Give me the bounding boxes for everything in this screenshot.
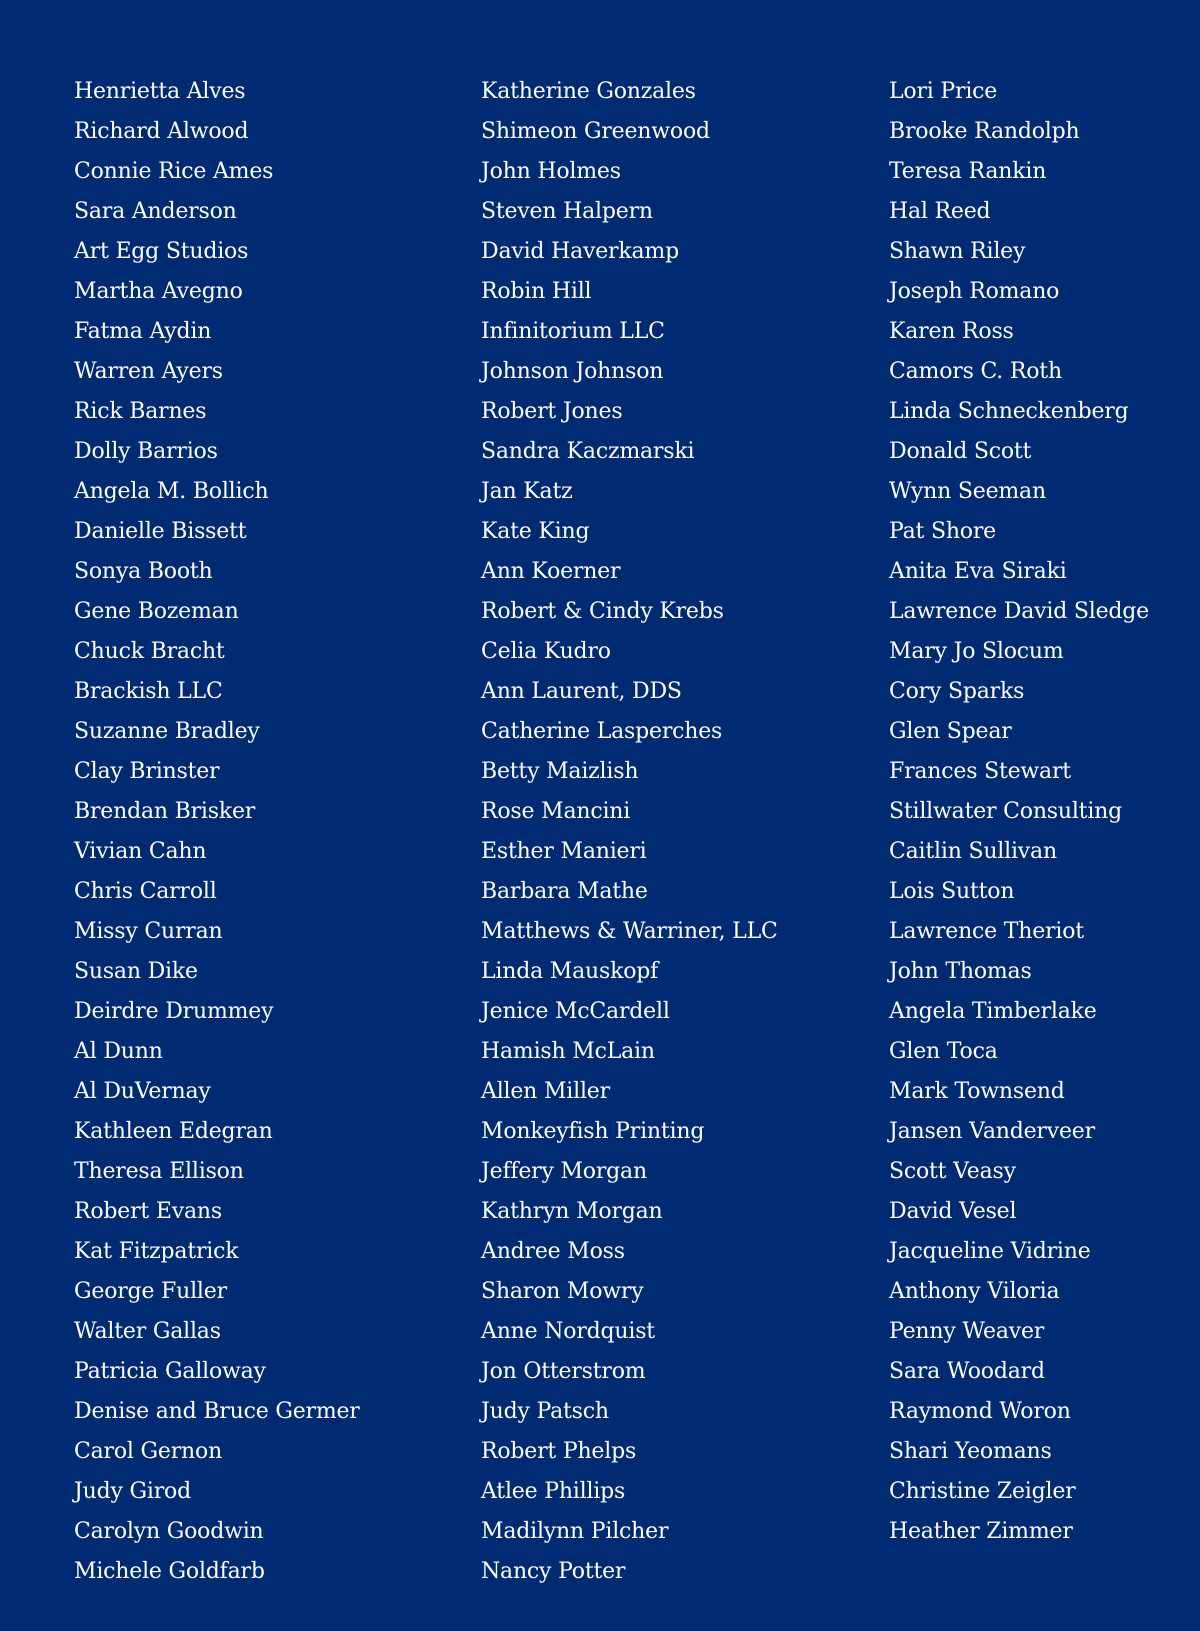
name-list-item: Robert Phelps — [481, 1439, 637, 1464]
name-list-item: Kat Fitzpatrick — [74, 1239, 239, 1264]
name-list-item: Ann Laurent, DDS — [481, 679, 682, 704]
name-list-item: Allen Miller — [481, 1079, 610, 1104]
name-list-item: Katherine Gonzales — [481, 79, 696, 104]
name-list-item: John Holmes — [481, 159, 621, 184]
name-list-item: Suzanne Bradley — [74, 719, 260, 744]
name-list-item: Angela M. Bollich — [74, 479, 269, 504]
name-list-item: Martha Avegno — [74, 279, 243, 304]
name-list-item: Jeffery Morgan — [481, 1159, 647, 1184]
name-list-item: Infinitorium LLC — [481, 319, 665, 344]
name-list-item: Linda Mauskopf — [481, 959, 659, 984]
name-list-item: Patricia Galloway — [74, 1359, 266, 1384]
name-list-item: Brooke Randolph — [889, 119, 1080, 144]
name-list-item: Betty Maizlish — [481, 759, 639, 784]
name-list-item: Caitlin Sullivan — [889, 839, 1057, 864]
name-list-item: Frances Stewart — [889, 759, 1071, 784]
name-list-item: Susan Dike — [74, 959, 198, 984]
name-list-item: Robert Jones — [481, 399, 623, 424]
name-list-item: Robert & Cindy Krebs — [481, 599, 724, 624]
name-list-item: Jan Katz — [481, 479, 573, 504]
name-list-item: Johnson Johnson — [481, 359, 664, 384]
name-list-item: Jon Otterstrom — [481, 1359, 646, 1384]
names-column-3 — [889, 72, 1189, 1552]
name-list-item: Sharon Mowry — [481, 1279, 644, 1304]
name-list-item: Linda Schneckenberg — [889, 399, 1129, 424]
name-list-item: Matthews & Warriner, LLC — [481, 919, 778, 944]
name-list-item: Barbara Mathe — [481, 879, 648, 904]
name-list-item: Jacqueline Vidrine — [889, 1239, 1091, 1264]
name-list-item: Hamish McLain — [481, 1039, 655, 1064]
name-list-item: Lawrence David Sledge — [889, 599, 1150, 624]
name-list-item: Atlee Phillips — [481, 1479, 626, 1504]
name-list-item: Chuck Bracht — [74, 639, 225, 664]
name-list-item: Missy Curran — [74, 919, 223, 944]
name-list-item: Angela Timberlake — [889, 999, 1097, 1024]
name-list-item: Robin Hill — [481, 279, 592, 304]
name-list-item: Teresa Rankin — [889, 159, 1047, 184]
name-list-item: Glen Toca — [889, 1039, 998, 1064]
name-list-item: Camors C. Roth — [889, 359, 1062, 384]
name-list-item: David Haverkamp — [481, 239, 679, 264]
name-list-item: Theresa Ellison — [74, 1159, 244, 1184]
name-list-item: Sara Woodard — [889, 1359, 1045, 1384]
name-list-item: Karen Ross — [889, 319, 1014, 344]
name-list-item: Cory Sparks — [889, 679, 1025, 704]
name-list-item: Nancy Potter — [481, 1559, 626, 1584]
name-list-item: Rose Mancini — [481, 799, 631, 824]
name-list-item: Judy Patsch — [481, 1399, 609, 1424]
name-list-item: Mary Jo Slocum — [889, 639, 1064, 664]
name-list-item: John Thomas — [889, 959, 1032, 984]
name-list-item: Brendan Brisker — [74, 799, 256, 824]
name-list-item: Hal Reed — [889, 199, 991, 224]
name-list-item: Judy Girod — [74, 1479, 191, 1504]
name-list-item: Fatma Aydin — [74, 319, 212, 344]
name-list-item: Deirdre Drummey — [74, 999, 274, 1024]
name-list-item: Madilynn Pilcher — [481, 1519, 669, 1544]
name-list-item: Shawn Riley — [889, 239, 1026, 264]
name-list-item: Jenice McCardell — [481, 999, 670, 1024]
name-list-item: Lori Price — [889, 79, 998, 104]
name-list-item: Glen Spear — [889, 719, 1012, 744]
name-list-item: Anne Nordquist — [481, 1319, 655, 1344]
name-list-item: Clay Brinster — [74, 759, 220, 784]
name-list-item: Dolly Barrios — [74, 439, 218, 464]
name-list-item: Donald Scott — [889, 439, 1032, 464]
name-list-item: George Fuller — [74, 1279, 227, 1304]
name-list-item: Pat Shore — [889, 519, 996, 544]
name-list-item: Kathryn Morgan — [481, 1199, 663, 1224]
name-list-item: Shari Yeomans — [889, 1439, 1052, 1464]
name-list-item: Kathleen Edegran — [74, 1119, 273, 1144]
name-list-item: Lawrence Theriot — [889, 919, 1084, 944]
name-list-item: Brackish LLC — [74, 679, 223, 704]
name-list-item: Kate King — [481, 519, 590, 544]
name-list-item: Lois Sutton — [889, 879, 1015, 904]
name-list-item: Esther Manieri — [481, 839, 647, 864]
name-list-item: Al Dunn — [74, 1039, 163, 1064]
name-list-item: Penny Weaver — [889, 1319, 1045, 1344]
name-list-item: Scott Veasy — [889, 1159, 1016, 1184]
name-list-item: Catherine Lasperches — [481, 719, 723, 744]
name-list-item: Sandra Kaczmarski — [481, 439, 695, 464]
name-list-item: Art Egg Studios — [74, 239, 249, 264]
name-list-item: Denise and Bruce Germer — [74, 1399, 360, 1424]
name-list-item: Heather Zimmer — [889, 1519, 1073, 1544]
name-list-item: Wynn Seeman — [889, 479, 1046, 504]
name-list-item: Celia Kudro — [481, 639, 611, 664]
name-list-item: Al DuVernay — [74, 1079, 211, 1104]
name-list-item: Monkeyfish Printing — [481, 1119, 705, 1144]
name-list-item: Mark Townsend — [889, 1079, 1065, 1104]
name-list-item: Joseph Romano — [889, 279, 1060, 304]
name-list-item: Warren Ayers — [74, 359, 223, 384]
name-list-item: Sara Anderson — [74, 199, 237, 224]
name-list-item: Shimeon Greenwood — [481, 119, 710, 144]
names-column-1 — [74, 72, 454, 1592]
name-list-item: Christine Zeigler — [889, 1479, 1076, 1504]
name-list-item: Henrietta Alves — [74, 79, 246, 104]
name-list-item: Danielle Bissett — [74, 519, 247, 544]
name-list-item: Carol Gernon — [74, 1439, 223, 1464]
name-list-item: Ann Koerner — [481, 559, 621, 584]
name-list-item: Sonya Booth — [74, 559, 213, 584]
name-list-item: Rick Barnes — [74, 399, 207, 424]
name-list-item: Raymond Woron — [889, 1399, 1071, 1424]
name-list-item: Michele Goldfarb — [74, 1559, 265, 1584]
name-list-item: Robert Evans — [74, 1199, 222, 1224]
name-list-item: Anita Eva Siraki — [889, 559, 1067, 584]
name-list-item: David Vesel — [889, 1199, 1017, 1224]
name-list-item: Steven Halpern — [481, 199, 653, 224]
name-list-item: Andree Moss — [481, 1239, 625, 1264]
name-list-item: Gene Bozeman — [74, 599, 239, 624]
name-list-item: Walter Gallas — [74, 1319, 221, 1344]
name-list-item: Chris Carroll — [74, 879, 217, 904]
name-list-item: Jansen Vanderveer — [889, 1119, 1095, 1144]
names-column-2 — [481, 72, 871, 1592]
name-list-item: Stillwater Consulting — [889, 799, 1123, 824]
name-list-item: Vivian Cahn — [74, 839, 207, 864]
name-list-item: Carolyn Goodwin — [74, 1519, 264, 1544]
name-list-item: Anthony Viloria — [889, 1279, 1060, 1304]
name-list-item: Richard Alwood — [74, 119, 249, 144]
name-list-item: Connie Rice Ames — [74, 159, 274, 184]
